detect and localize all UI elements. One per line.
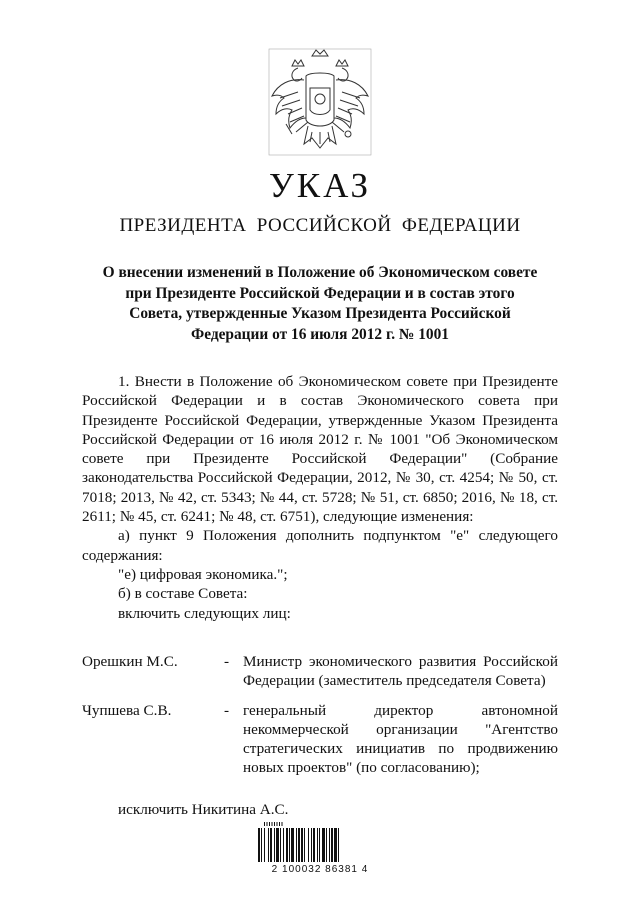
decree-heading: О внесении изменений в Положение об Экономическом совете при Президенте Российской Федерации и в состав этого Совета, утвержденные Указом Президента Российской Федерации от 16 июля 2012 г. № 1001: [102, 264, 538, 343]
include-line: включить следующих лиц:: [118, 604, 291, 622]
person-description: Министр экономического развития Российской Федерации (заместитель председателя Совета): [243, 653, 558, 690]
exclude-line: исключить Никитина А.С.: [118, 801, 289, 818]
barcode-number: 2 100032 86381 4: [271, 864, 369, 875]
paragraph-1: 1. Внести в Положение об Экономическом совете при Президенте Российской Федерации и в состав Экономического совета при Президенте Российской Федерации, утвержденные Указом Президента Российской Федерации от 16 июля 2012 г. № 1001 "Об Экономическом совете при Президенте Российской Федерации" (Собрание законодательства Российской Федерации, 2012, № 30, ст. 4254; № 50, ст. 7018; 2013, № 42, ст. 5343; № 44, ст. 5728; № 51, ст. 6850; 2016, № 18, ст. 2611; № 45, ст. 6241; № 48, ст. 6751), следующие изменения:: [82, 373, 558, 526]
person-name: Орешкин М.С.: [82, 653, 178, 670]
person-description: генеральный директор автономной некоммерческой организации "Агентство стратегических инициатив по продвижению новых проектов" (по согласованию);: [243, 701, 558, 777]
document-issuer-subtitle: ПРЕЗИДЕНТА РОССИЙСКОЙ ФЕДЕРАЦИИ: [119, 215, 521, 236]
barcode-bars: [250, 822, 390, 866]
coat-of-arms-icon: [268, 48, 372, 156]
person-entry: [82, 701, 558, 778]
item-b: б) в составе Совета:: [118, 585, 248, 603]
person-dash: -: [224, 701, 230, 719]
persons-list: [82, 652, 558, 788]
item-a: а) пункт 9 Положения дополнить подпунктом "е" следующего содержания:: [82, 527, 558, 564]
person-entry: [82, 652, 558, 691]
decree-body: [82, 372, 558, 623]
item-a-quote: "е) цифровая экономика.";: [118, 565, 288, 583]
document-type-title: УКАЗ: [268, 166, 372, 205]
person-dash: -: [224, 653, 230, 670]
person-name: Чупшева С.В.: [82, 701, 172, 719]
